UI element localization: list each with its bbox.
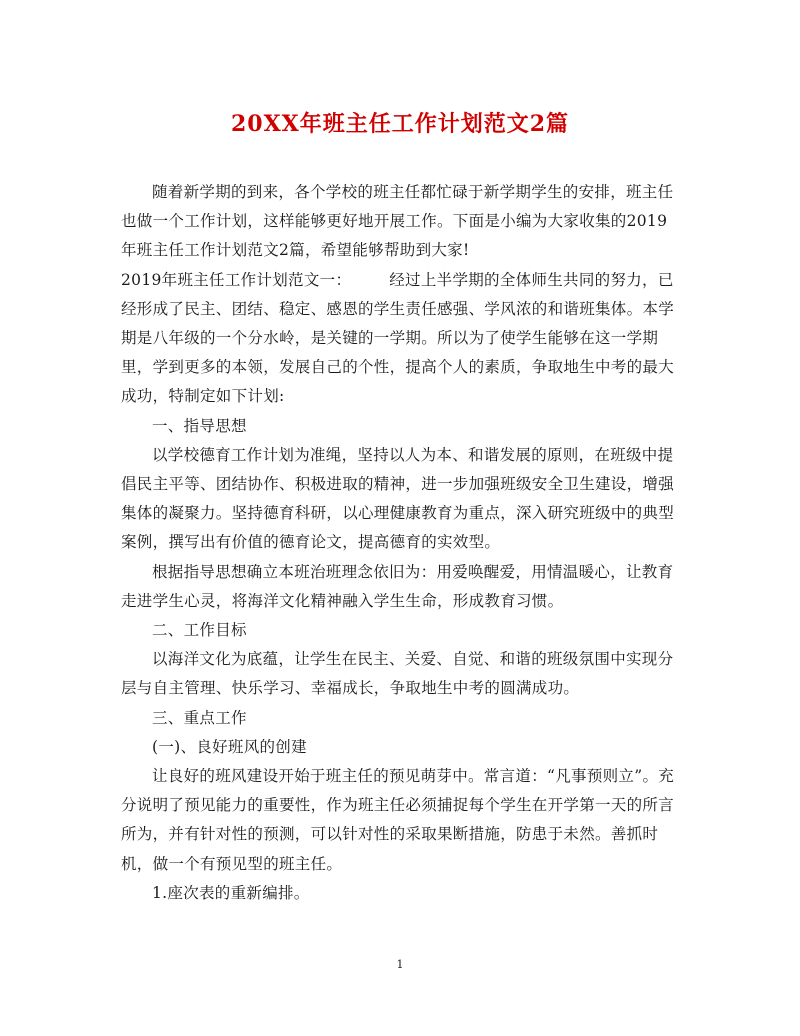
section-heading-guiding-thought: 一、指导思想	[152, 416, 247, 435]
document-body	[121, 178, 681, 908]
sample-one-paragraph	[121, 266, 681, 412]
section-heading-key-work: 三、重点工作	[152, 708, 247, 727]
list-item-seating: 1.座次表的重新编排。	[152, 883, 310, 902]
document-title: 20XX年班主任工作计划范文2篇	[230, 111, 570, 137]
intro-paragraph: 随着新学期的到来，各个学校的班主任都忙碌于新学期学生的安排，班主任也做一个工作计划，这样能够更好地开展工作。下面是小编为大家收集的2019年班主任工作计划范文2篇，希望能够帮助到大家!	[121, 183, 674, 260]
sample-first-text: 经过上半学期的全体师生共同的努力，已经形成了民主、团结、稳定、感恩的学生责任感强、学风浓的和谐班集体。本学期是八年级的一个分水岭，是关键的一学期。所以为了使学生能够在这一学期里，学到更多的本领，发展自己的个性，提高个人的素质，争取地生中考的最大成功，特制定如下计划:	[121, 270, 675, 406]
guiding-thought-paragraph: 以学校德育工作计划为准绳，坚持以人为本、和谐发展的原则，在班级中提倡民主平等、团结协作、积极进取的精神，进一步加强班级安全卫生建设，增强集体的凝聚力。坚持德育科研，以心理健康教育为重点，深入研究班级中的典型案例，撰写出有价值的德育论文，提高德育的实效型。	[121, 445, 675, 552]
subheading-class-style: (一)、良好班风的创建	[152, 737, 307, 756]
class-philosophy-paragraph: 根据指导思想确立本班治班理念依旧为：用爱唤醒爱，用情温暖心，让教育走进学生心灵，将海洋文化精神融入学生生命，形成教育习惯。	[121, 562, 674, 610]
section-heading-work-goals: 二、工作目标	[152, 621, 247, 640]
work-goals-paragraph: 以海洋文化为底蕴，让学生在民主、关爱、自觉、和谐的班级氛围中实现分层与自主管理、快乐学习、幸福成长，争取地生中考的圆满成功。	[121, 650, 674, 698]
sample-label: 2019年班主任工作计划范文一：	[121, 270, 352, 289]
page-number: 1	[396, 958, 404, 971]
class-style-paragraph: 让良好的班风建设开始于班主任的预见萌芽中。常言道：“凡事预则立”。充分说明了预见能力的重要性，作为班主任必须捕捉每个学生在开学第一天的所言所为，并有针对性的预测，可以针对性的采取果断措施，防患于未然。善抓时机，做一个有预见型的班主任。	[121, 767, 675, 873]
